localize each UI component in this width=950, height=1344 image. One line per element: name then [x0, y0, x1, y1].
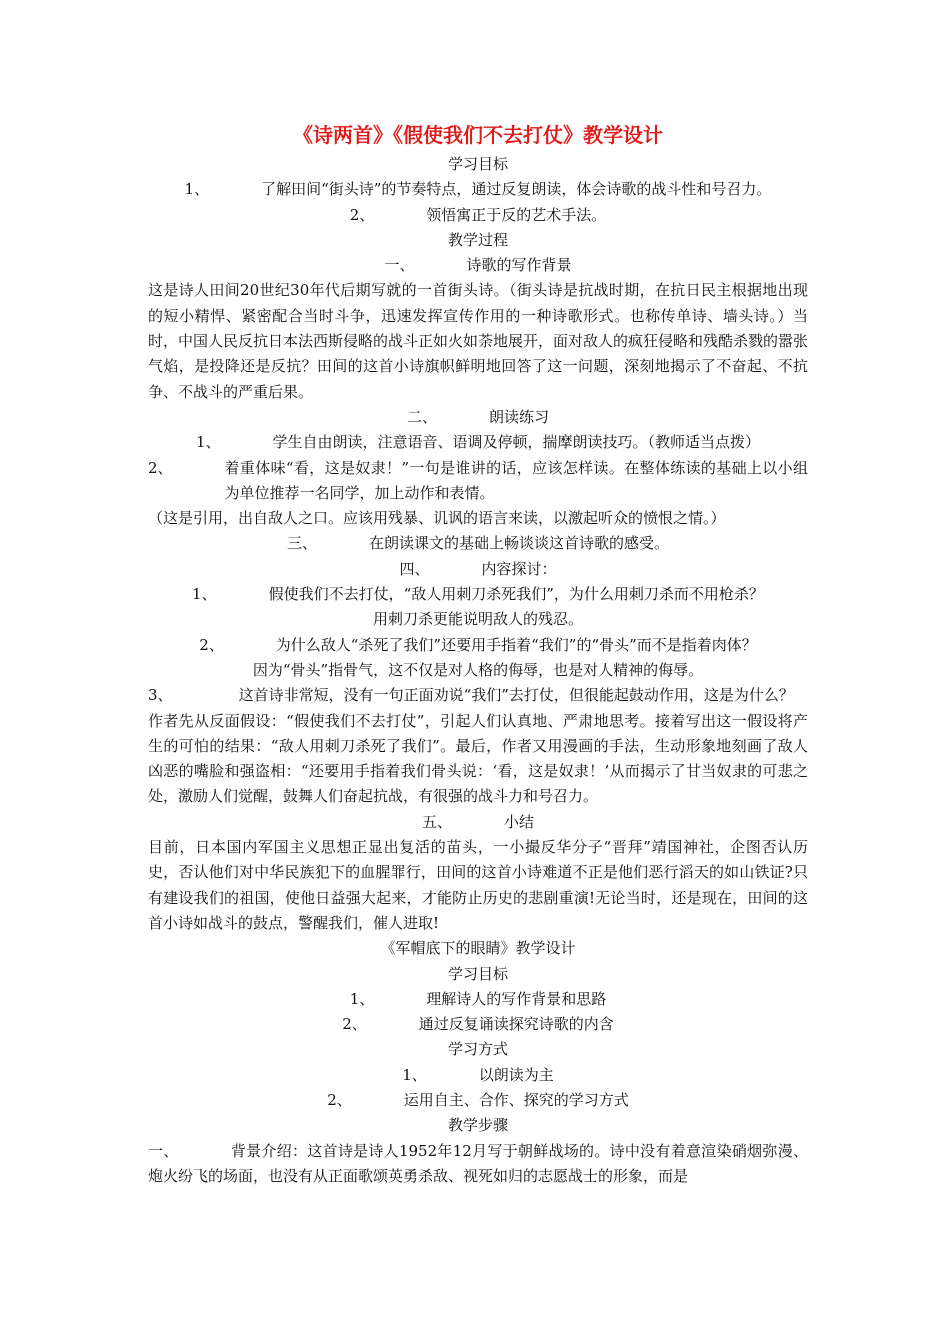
step-1-text: 背景介绍：这首诗是诗人1952年12月写于朝鲜战场的。诗中没有着意渲染硝烟弥漫、炮火纷飞的场面，也没有从正面歌颂英勇杀敌、视死如归的志愿战士的形象，而是 [148, 1141, 808, 1185]
method-2-num: 2、 [327, 1090, 352, 1109]
goals-heading: 学习目标 [447, 155, 508, 173]
section-3-heading [148, 531, 808, 556]
question-1-text: 假使我们不去打仗，“敌人用刺刀杀死我们”，为什么用刺刀杀而不用枪杀？ [268, 585, 764, 604]
part-2-goal-2-num: 2、 [342, 1015, 367, 1034]
part-2-goals-heading: 学习目标 [447, 964, 508, 983]
question-2 [148, 633, 808, 658]
goal-1 [148, 177, 808, 202]
question-3 [148, 683, 808, 708]
reading-item-1 [148, 430, 808, 455]
goal-2-num: 2、 [349, 205, 375, 224]
question-3-num: 3、 [148, 686, 173, 705]
section-2-heading [148, 405, 808, 430]
reading-item-2-num: 2、 [148, 458, 173, 477]
document-title: 《诗两首》《假使我们不去打仗》教学设计 [293, 123, 663, 147]
answer-2: 因为“骨头”指骨气，这不仅是对人格的侮辱，也是对人精神的侮辱。 [252, 660, 704, 679]
step-1-num: 一、 [148, 1141, 179, 1160]
section-4-num: 四、 [399, 559, 430, 578]
reading-item-2 [148, 456, 808, 507]
section-1-num: 一、 [384, 256, 415, 275]
section-5-title: 小结 [504, 812, 535, 831]
section-5-heading [148, 810, 808, 835]
goal-1-text: 了解田间“街头诗”的节奏特点，通过反复朗读，体会诗歌的战斗性和号召力。 [261, 180, 772, 199]
method-2 [148, 1088, 808, 1113]
section-3-num: 三、 [286, 534, 317, 553]
reading-item-1-text: 学生自由朗读，注意语音、语调及停顿，揣摩朗读技巧。（教师适当点拨） [272, 433, 761, 452]
section-4-title: 内容探讨： [481, 559, 557, 578]
reading-item-1-num: 1、 [195, 433, 221, 452]
document-page [148, 120, 808, 1189]
steps-heading: 教学步骤 [447, 1116, 508, 1135]
section-2-num: 二、 [406, 407, 437, 426]
method-1-num: 1、 [402, 1065, 427, 1084]
section-1-title: 诗歌的写作背景 [466, 256, 572, 275]
method-2-text: 运用自主、合作、探究的学习方式 [403, 1090, 629, 1109]
part-2-goal-1-num: 1、 [349, 989, 375, 1008]
part-2-goal-2-text: 通过反复诵读探究诗歌的内含 [418, 1015, 614, 1034]
question-2-text: 为什么敌人“杀死了我们”还要用手指着“我们”的“骨头”而不是指着肉体？ [275, 635, 757, 654]
process-heading: 教学过程 [447, 230, 508, 249]
section-1-heading [148, 253, 808, 278]
section-3-title: 在朗读课文的基础上畅谈谈这首诗歌的感受。 [369, 534, 670, 553]
answer-1: 用刺刀杀更能说明敌人的残忍。 [372, 610, 583, 629]
question-2-num: 2、 [199, 635, 224, 654]
question-1-num: 1、 [192, 585, 217, 604]
part-2-title: 《军帽底下的眼睛》教学设计 [380, 939, 576, 958]
reading-item-2-text: 着重体味“看，这是奴隶！”一句是谁讲的话，应该怎样读。在整体练读的基础上以小组为单位推荐一名同学，加上动作和表情。 [224, 458, 808, 502]
goal-1-num: 1、 [184, 180, 210, 199]
method-1 [148, 1063, 808, 1088]
method-heading: 学习方式 [447, 1040, 508, 1059]
section-5-num: 五、 [421, 812, 452, 831]
part-2-goal-2 [148, 1012, 808, 1037]
goal-2 [148, 203, 808, 228]
answer-3: 作者先从反面假设：“假使我们不去打仗”，引起人们认真地、严肃地思考。接着写出这一假设将产生的可怕的结果：“敌人用刺刀杀死了我们”。最后，作者又用漫画的手法，生动形象地刻画了敌人凶恶的嘴脸和强盗相：“还要用手指着我们骨头说：‘看，这是奴隶！’从而揭示了甘当奴隶的可悲之处，激励人们觉醒，鼓舞人们奋起抗战，有很强的战斗力和号召力。 [148, 711, 808, 806]
section-4-heading [148, 557, 808, 582]
background-paragraph: 这是诗人田间20世纪30年代后期写就的一首街头诗。（街头诗是抗战时期，在抗日民主根据地出现的短小精悍、紧密配合当时斗争，迅速发挥宣传作用的一种诗歌形式。也称传单诗、墙头诗。）当时，中国人民反抗日本法西斯侵略的战斗正如火如荼地展开，面对敌人的疯狂侵略和残酷杀戮的嚣张气焰，是投降还是反抗？田间的这首小诗旗帜鲜明地回答了这一问题，深刻地揭示了不奋起、不抗争、不战斗的严重后果。 [148, 281, 809, 401]
question-3-text: 这首诗非常短，没有一句正面劝说“我们”去打仗，但很能起鼓动作用，这是为什么？ [238, 686, 794, 705]
summary-paragraph: 目前，日本国内军国主义思想正显出复活的苗头，一小撮反华分子“晋拜”靖国神社，企图否认历史，否认他们对中华民族犯下的血腥罪行，田间的这首小诗难道不正是他们恶行滔天的如山铁证?只有建设我们的祖国，使他日益强大起来，才能防止历史的悲剧重演!无论当时，还是现在，田间的这首小诗如战斗的鼓点，警醒我们，催人进取! [148, 838, 808, 932]
reading-note: （这是引用，出自敌人之口。应该用残暴、讥讽的语言来读，以激起听众的愤恨之情。） [148, 509, 726, 528]
part-2-goal-1 [148, 987, 808, 1012]
goal-2-text: 领悟寓正于反的艺术手法。 [426, 205, 607, 224]
section-2-title: 朗读练习 [489, 407, 550, 426]
question-1 [148, 582, 808, 607]
part-2-goal-1-text: 理解诗人的写作背景和思路 [426, 989, 607, 1008]
method-1-text: 以朗读为主 [478, 1065, 554, 1084]
step-1 [148, 1139, 808, 1190]
